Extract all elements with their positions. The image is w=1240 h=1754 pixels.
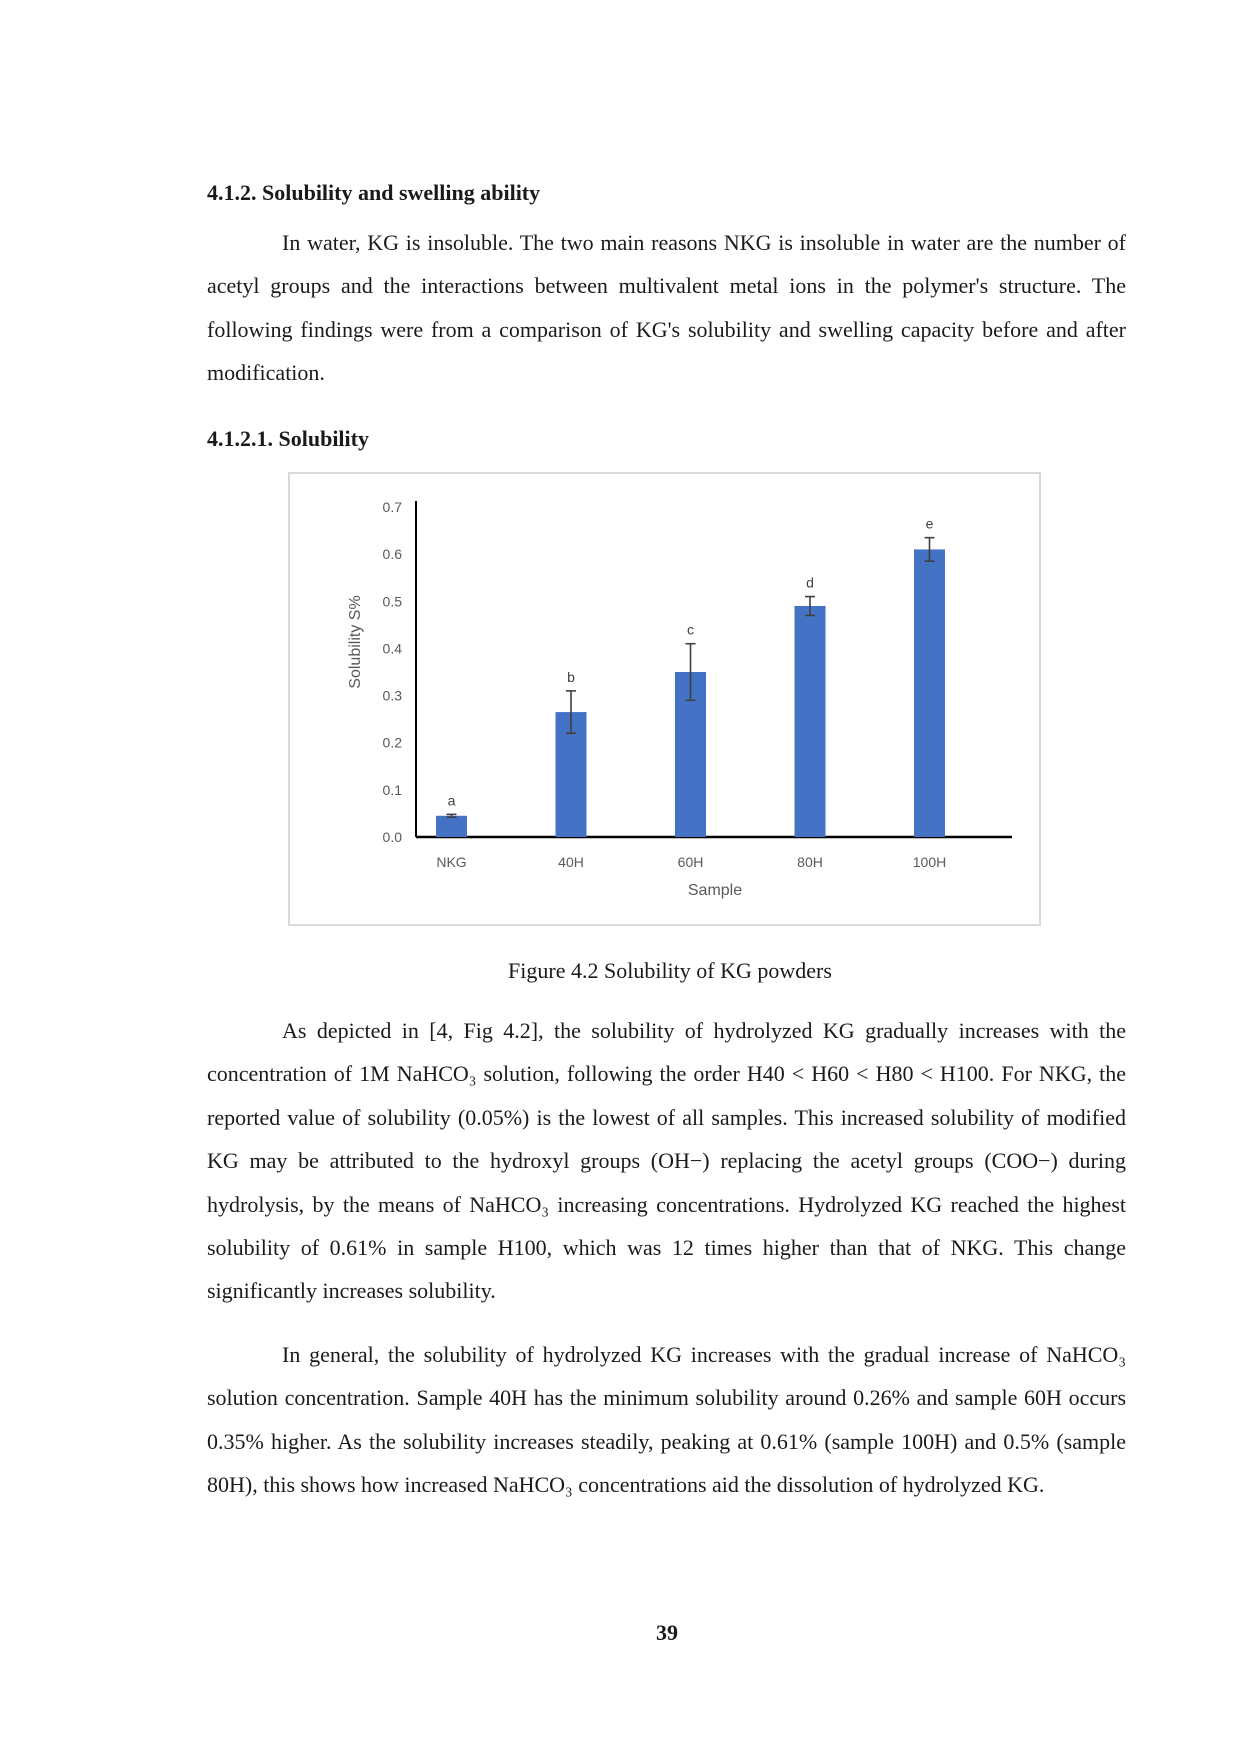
y-tick-label: 0.6	[382, 546, 402, 563]
y-tick-label: 0.4	[382, 640, 402, 657]
significance-label: e	[925, 515, 934, 532]
bar-100h	[914, 549, 945, 837]
paragraph-intro: In water, KG is insoluble. The two main reasons NKG is insoluble in water are the number of acetyl groups and the interactions between multivalent metal ions in the polymer's structure. The following findings were from a comparison of KG's solubility and swelling capacity before and after modification.	[207, 230, 1126, 386]
y-tick-label: 0.0	[382, 829, 402, 845]
x-axis-label: Sample	[687, 882, 743, 899]
chart-svg	[290, 474, 1039, 924]
figure-solubility-chart	[288, 472, 1041, 926]
y-tick-label: 0.2	[382, 734, 402, 751]
y-tick-label: 0.1	[382, 781, 402, 798]
x-tick-label: 60H	[677, 854, 704, 870]
x-tick-label: 80H	[797, 854, 823, 870]
figure-caption: Figure 4.2 Solubility of KG powders	[508, 958, 832, 983]
paragraph-summary: In general, the solubility of hydrolyzed KG increases with the gradual increase of NaHCO₃ solution concentration. Sample 40H has the minimum solubility around 0.26% and sample 60H occurs 0.35% higher. As the solubility increases steadily, peaking at 0.61% (sample 100H) and 0.5% (sample 80H), this shows how increased NaHCO₃ concentrations aid the dissolution of hydrolyzed KG.	[207, 1342, 1126, 1498]
y-tick-label: 0.7	[382, 499, 402, 515]
x-tick-label: 100H	[912, 854, 947, 870]
significance-label: c	[687, 621, 694, 638]
x-tick-label: 40H	[558, 854, 584, 870]
x-tick-label: NKG	[436, 854, 467, 870]
bar-80h	[795, 606, 826, 837]
paragraph-results: As depicted in [4, Fig 4.2], the solubility of hydrolyzed KG gradually increases with the concentration of 1M NaHCO₃ solution, following the order H40 < H60 < H80 < H100. For NKG, the reported value of solubility (0.05%) is the lowest of all samples. This increased solubility of modified KG may be attributed to the hydroxyl groups (OH−) replacing the acetyl groups (COO−) during hydrolysis, by the means of NaHCO₃ increasing concentrations. Hydrolyzed KG reached the highest solubility of 0.61% in sample H100, which was 12 times higher than that of NKG. This change significantly increases solubility.	[207, 1018, 1126, 1304]
section-heading: 4.1.2. Solubility and swelling ability	[207, 180, 541, 205]
subsection-heading: 4.1.2.1. Solubility	[207, 426, 369, 451]
significance-label: d	[806, 574, 814, 591]
bar-nkg	[436, 816, 467, 837]
page-number: 39	[656, 1620, 678, 1645]
significance-label: b	[567, 668, 575, 685]
y-tick-label: 0.3	[382, 687, 402, 704]
significance-label: a	[447, 792, 456, 809]
y-tick-label: 0.5	[382, 593, 402, 610]
y-axis-label: Solubility S%	[347, 595, 364, 689]
